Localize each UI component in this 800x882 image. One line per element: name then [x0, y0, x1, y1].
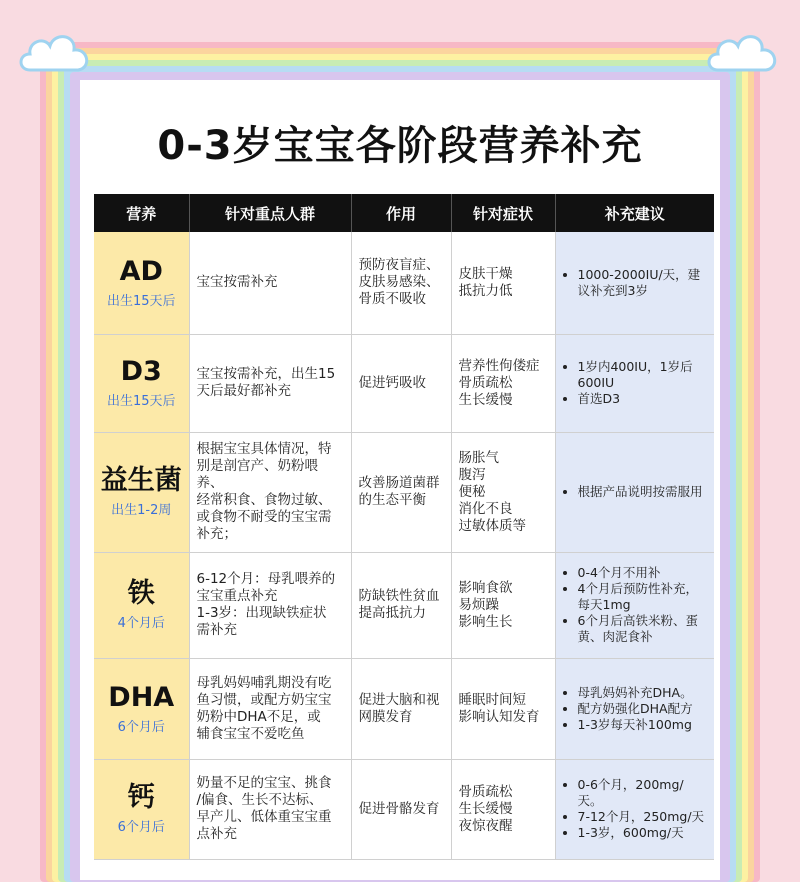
symptoms-cell: 影响食欲 易烦躁 影响生长 — [451, 552, 555, 658]
symptoms-cell: 骨质疏松 生长缓慢 夜惊夜醒 — [451, 759, 555, 859]
header-nutrient: 营养 — [94, 194, 189, 232]
group-cell: 奶量不足的宝宝、挑食 /偏食、生长不达标、 早产儿、低体重宝宝重 点补充 — [189, 759, 351, 859]
effect-cell: 预防夜盲症、 皮肤易感染、 骨质不吸收 — [351, 232, 451, 334]
advice-cell — [555, 552, 714, 658]
table-row — [94, 759, 714, 859]
table-row — [94, 334, 714, 432]
advice-item: • 1000-2000IU/天，建议补充到3岁 — [578, 267, 709, 299]
nutrient-name: D3 — [120, 356, 162, 387]
nutrient-cell — [94, 232, 189, 334]
group-cell: 母乳妈妈哺乳期没有吃 鱼习惯，或配方奶宝宝 奶粉中DHA不足，或 辅食宝宝不爱吃鱼 — [189, 658, 351, 759]
nutrition-table — [94, 194, 714, 860]
header-effect: 作用 — [351, 194, 451, 232]
cloud-right-icon — [704, 26, 784, 82]
symptoms-cell: 睡眠时间短 影响认知发育 — [451, 658, 555, 759]
header-symptoms: 针对症状 — [451, 194, 555, 232]
nutrient-age: 6个月后 — [117, 820, 165, 835]
header-advice: 补充建议 — [555, 194, 714, 232]
advice-item: • 1-3岁，600mg/天 — [578, 825, 709, 841]
advice-cell — [555, 658, 714, 759]
advice-cell — [555, 432, 714, 552]
advice-item: • 1-3岁每天补100mg — [578, 717, 709, 733]
table-row — [94, 658, 714, 759]
symptoms-cell: 肠胀气 腹泻 便秘 消化不良 过敏体质等 — [451, 432, 555, 552]
symptoms-cell: 营养性佝偻症 骨质疏松 生长缓慢 — [451, 334, 555, 432]
nutrient-age: 4个月后 — [117, 616, 165, 631]
effect-cell: 促进大脑和视 网膜发育 — [351, 658, 451, 759]
nutrient-name: AD — [119, 255, 163, 287]
advice-item: • 母乳妈妈补充DHA。 — [578, 685, 709, 701]
advice-item: • 0-4个月不用补 — [578, 565, 709, 581]
group-cell: 6-12个月：母乳喂养的 宝宝重点补充 1-3岁：出现缺铁症状 需补充 — [189, 552, 351, 658]
nutrient-age: 出生15天后 — [106, 394, 176, 409]
nutrient-cell — [94, 658, 189, 759]
effect-cell: 促进骨骼发育 — [351, 759, 451, 859]
advice-cell — [555, 232, 714, 334]
nutrient-cell — [94, 552, 189, 658]
nutrient-age: 出生15天后 — [106, 293, 176, 309]
effect-cell: 防缺铁性贫血 提高抵抗力 — [351, 552, 451, 658]
group-cell: 宝宝按需补充 — [189, 232, 351, 334]
effect-cell: 促进钙吸收 — [351, 334, 451, 432]
nutrient-age: 出生1-2周 — [111, 503, 172, 518]
nutrient-name: 铁 — [127, 578, 155, 609]
page-title: 0-3岁宝宝各阶段营养补充 — [157, 123, 643, 169]
advice-item: • 0-6个月，200mg/天。 — [578, 777, 709, 809]
group-cell: 根据宝宝具体情况，特 别是剖宫产、奶粉喂养、 经常积食、食物过敏、 或食物不耐受的宝宝需 补充； — [189, 432, 351, 552]
advice-item: • 配方奶强化DHA配方 — [578, 701, 709, 717]
advice-item: • 1岁内400IU，1岁后600IU — [578, 359, 709, 391]
nutrient-name: DHA — [108, 681, 175, 713]
table-row — [94, 432, 714, 552]
advice-item: • 4个月后预防性补充，每天1mg — [578, 581, 709, 613]
advice-cell — [555, 334, 714, 432]
advice-item: • 6个月后高铁米粉、蛋黄、肉泥食补 — [578, 613, 709, 645]
group-cell: 宝宝按需补充，出生15 天后最好都补充 — [189, 334, 351, 432]
cloud-left-icon — [16, 26, 96, 82]
nutrient-cell — [94, 334, 189, 432]
nutrient-age: 6个月后 — [117, 719, 165, 735]
content-card — [80, 80, 720, 880]
nutrient-name: 钙 — [127, 782, 155, 813]
effect-cell: 改善肠道菌群 的生态平衡 — [351, 432, 451, 552]
advice-item: • 7-12个月，250mg/天 — [578, 809, 709, 825]
symptoms-cell: 皮肤干燥 抵抗力低 — [451, 232, 555, 334]
nutrient-name: 益生菌 — [100, 465, 182, 496]
advice-item: • 根据产品说明按需服用 — [578, 484, 709, 500]
table-header-row — [94, 194, 714, 232]
header-target-group: 针对重点人群 — [189, 194, 351, 232]
nutrient-cell — [94, 432, 189, 552]
nutrient-cell — [94, 759, 189, 859]
advice-item: • 首选D3 — [578, 391, 709, 407]
advice-cell — [555, 759, 714, 859]
table-row — [94, 232, 714, 334]
table-row — [94, 552, 714, 658]
